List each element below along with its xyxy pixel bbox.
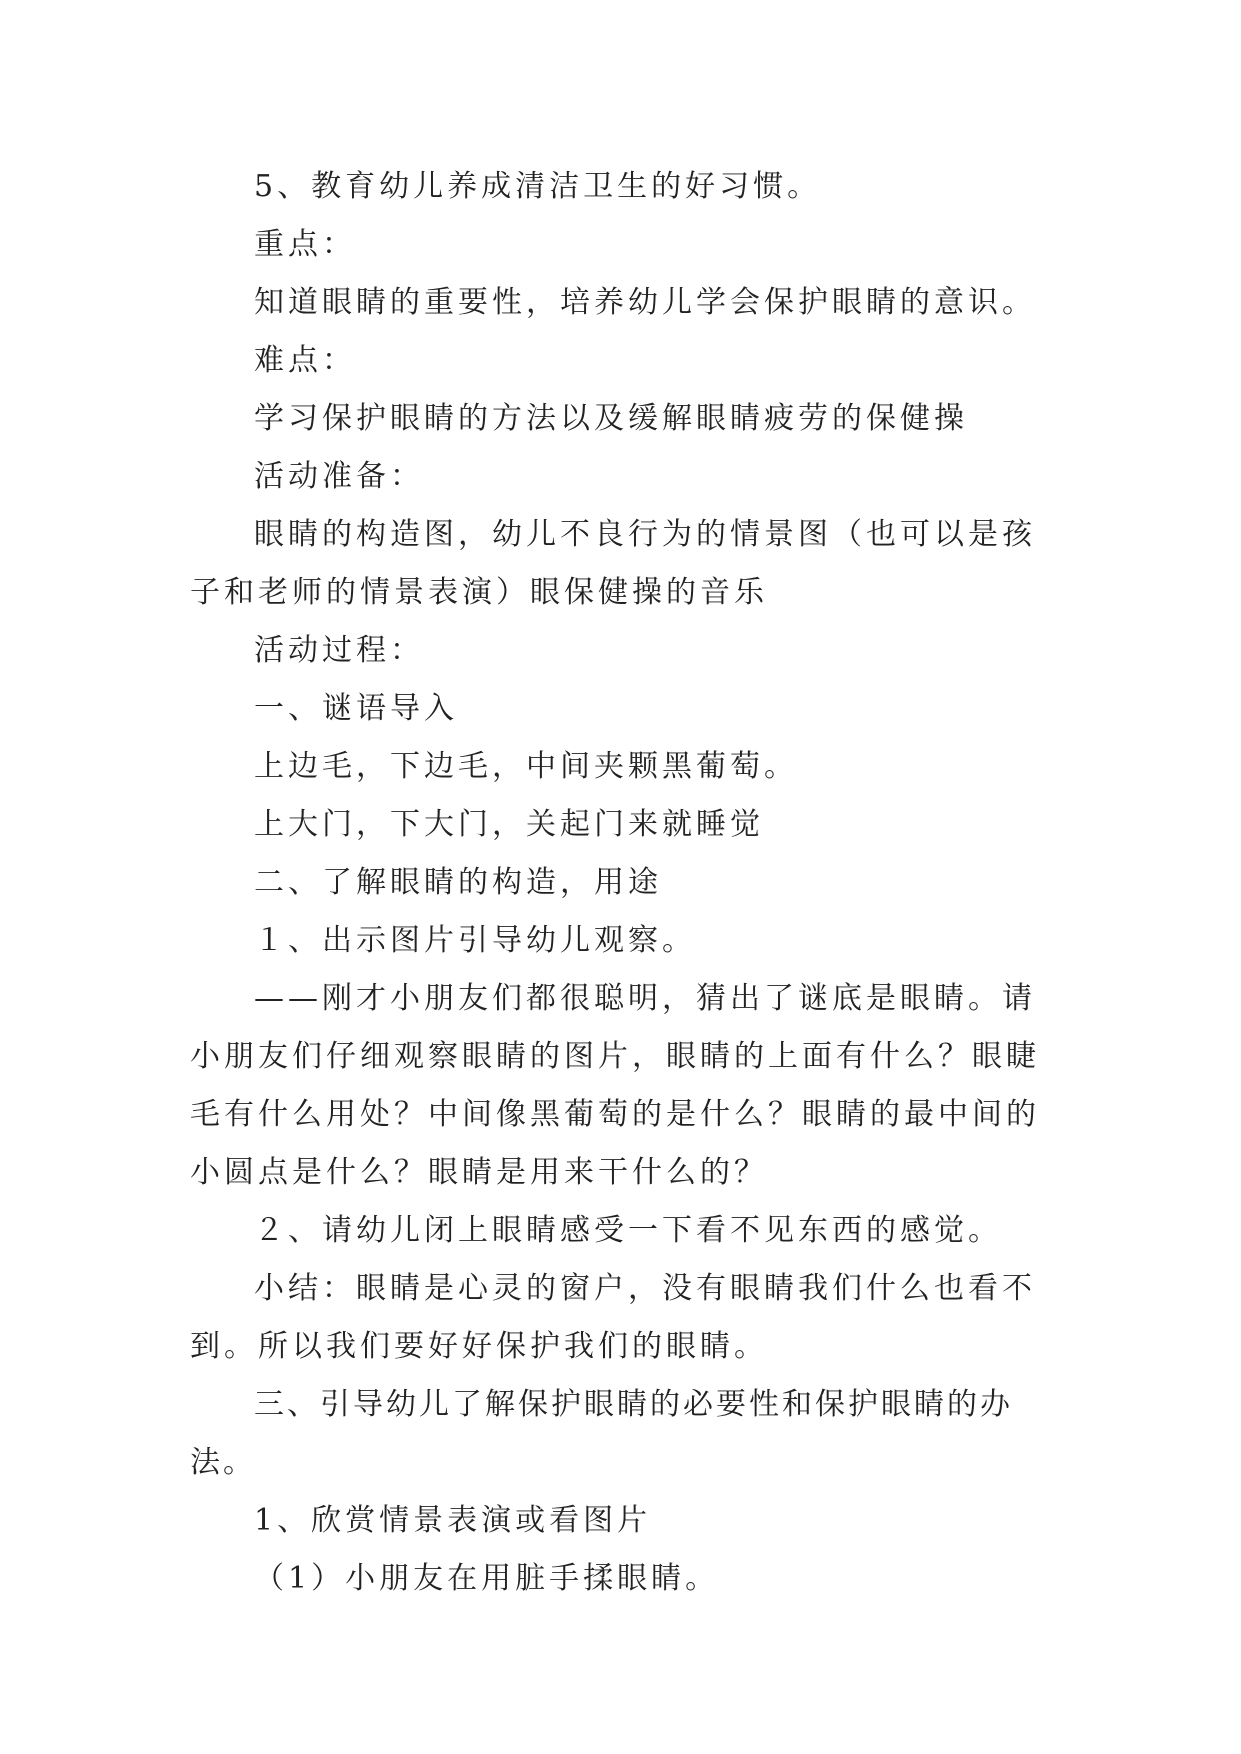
step-2: ２、请幼儿闭上眼睛感受一下看不见东西的感觉。 — [254, 1213, 1002, 1248]
key-point-heading: 重点： — [254, 227, 356, 262]
riddle-line-1: 上边毛，下边毛，中间夹颗黑葡萄。 — [254, 749, 798, 784]
document-body — [190, 158, 1060, 1608]
difficulty-heading: 难点： — [254, 343, 356, 378]
preparation-heading: 活动准备： — [254, 459, 424, 494]
section-2-heading: 二、了解眼睛的构造，用途 — [254, 865, 662, 900]
teacher-dialogue: ——刚才小朋友们都很聪明，猜出了谜底是眼睛。请小朋友们仔细观察眼睛的图片，眼睛的上面有什么？眼睫毛有什么用处？中间像黑葡萄的是什么？眼睛的最中间的小圆点是什么？眼睛是用来干什么的？ — [190, 981, 1040, 1190]
preparation-text: 眼睛的构造图，幼儿不良行为的情景图（也可以是孩子和老师的情景表演）眼保健操的音乐 — [190, 517, 1036, 610]
key-point-text: 知道眼睛的重要性，培养幼儿学会保护眼睛的意识。 — [254, 285, 1036, 320]
riddle-line-2: 上大门，下大门，关起门来就睡觉 — [254, 807, 764, 842]
difficulty-text: 学习保护眼睛的方法以及缓解眼睛疲劳的保健操 — [254, 401, 968, 436]
step-1-appreciate: 1、欣赏情景表演或看图片 — [254, 1503, 652, 1538]
section-1-heading: 一、谜语导入 — [254, 691, 458, 726]
sub-item-1: （1）小朋友在用脏手揉眼睛。 — [254, 1561, 720, 1596]
process-heading: 活动过程： — [254, 633, 424, 668]
section-3-heading: 三、引导幼儿了解保护眼睛的必要性和保护眼睛的办法。 — [190, 1387, 1013, 1480]
step-1: １、出示图片引导幼儿观察。 — [254, 923, 696, 958]
summary: 小结：眼睛是心灵的窗户，没有眼睛我们什么也看不到。所以我们要好好保护我们的眼睛。 — [190, 1271, 1036, 1364]
objective-5: 5、教育幼儿养成清洁卫生的好习惯。 — [254, 169, 822, 204]
